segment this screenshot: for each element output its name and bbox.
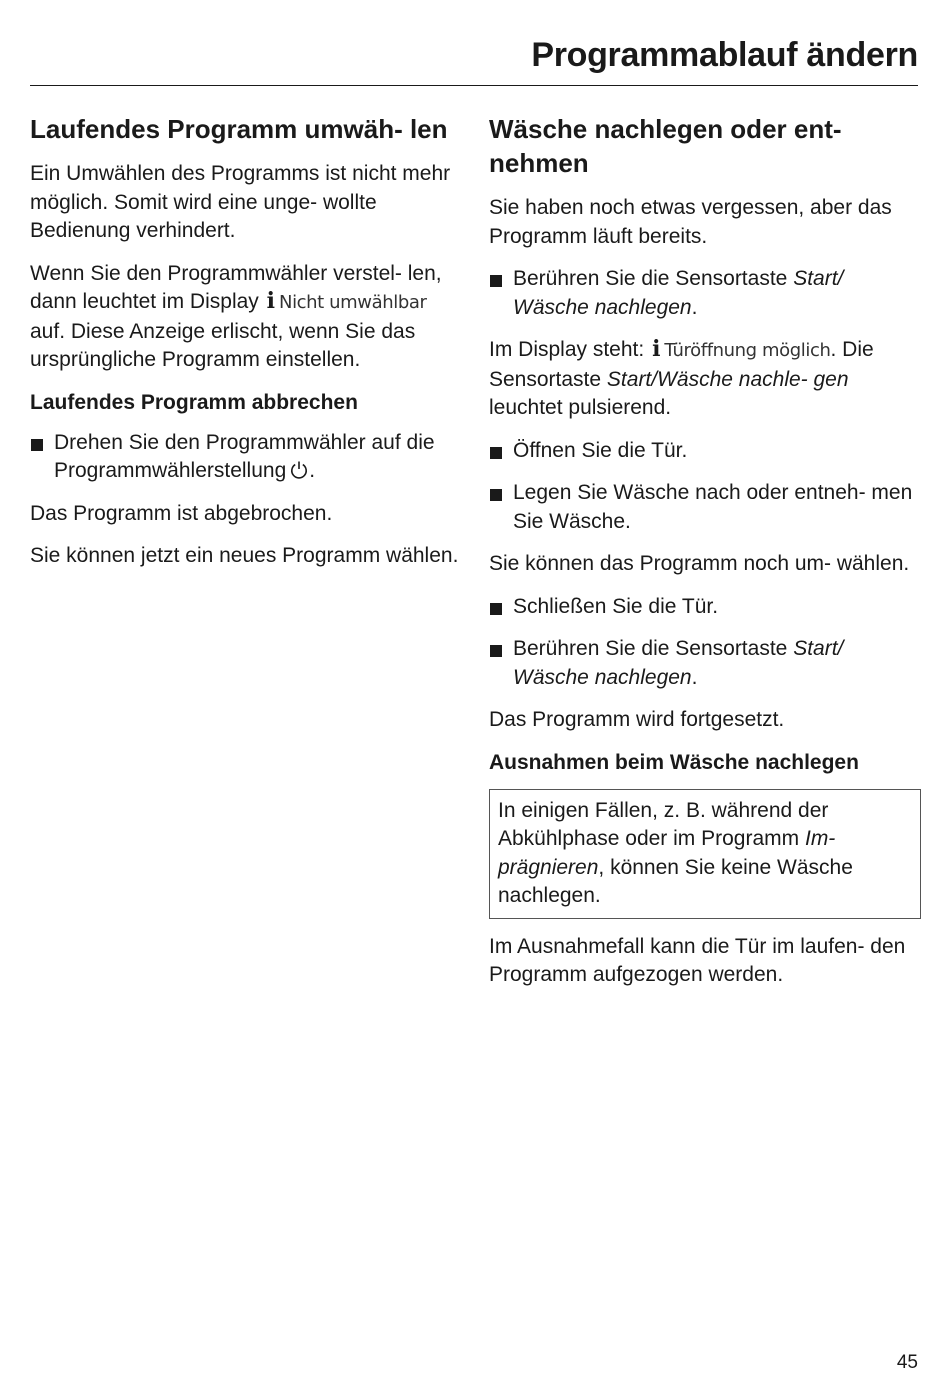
sensor-key-label: Start/Wäsche nachle- gen: [606, 367, 849, 391]
paragraph: Das Programm ist abgebrochen.: [30, 501, 333, 525]
list-item: Berühren Sie die Sensortaste Start/ Wäsche nachlegen.: [489, 635, 921, 692]
paragraph: Sie können jetzt ein neues Programm wählen.: [30, 544, 459, 567]
subheading-exceptions: Ausnahmen beim Wäsche nachlegen: [489, 750, 859, 774]
list-item: Öffnen Sie die Tür.: [489, 437, 921, 466]
text: Wenn Sie den Programmwähler verstel- len, dann leuchtet im Display: [30, 261, 442, 313]
paragraph: Das Programm wird fortgesetzt.: [489, 708, 785, 731]
section-heading-add-laundry: Wäsche nachlegen oder ent- nehmen: [489, 114, 842, 178]
sensor-key-label: Start/ Wäsche nachlegen: [513, 637, 844, 689]
paragraph: [30, 260, 460, 375]
left-column: [30, 112, 460, 585]
sensor-key-label: Start/ Wäsche nachlegen: [513, 267, 844, 319]
power-icon: [289, 460, 309, 480]
info-icon: i: [652, 336, 661, 362]
info-icon: i: [266, 288, 275, 314]
section-heading-program-change: Laufendes Programm umwäh- len: [30, 114, 448, 144]
list-item: Berühren Sie die Sensortaste Start/ Wäsche nachlegen.: [489, 265, 921, 322]
paragraph: Ein Umwählen des Programms ist nicht mehr möglich. Somit wird eine unge- wollte Bedienung verhindert.: [30, 162, 451, 242]
display-text: Nicht umwählbar: [279, 292, 427, 313]
text: Im Display steht:: [489, 338, 645, 361]
list-item: Schließen Sie die Tür.: [489, 593, 921, 622]
paragraph: Im Ausnahmefall kann die Tür im laufen- den Programm aufgezogen werden.: [489, 934, 906, 986]
text: , können Sie keine Wäsche nachlegen.: [498, 855, 853, 907]
page-number: 45: [896, 1352, 918, 1373]
right-column: [489, 112, 921, 1004]
text: Berühren Sie die Sensortaste: [513, 267, 788, 290]
subheading-cancel-program: Laufendes Programm abbrechen: [30, 390, 358, 414]
paragraph: Sie können das Programm noch um- wählen.: [489, 552, 910, 575]
page-header: [30, 36, 918, 86]
text: Drehen Sie den Programmwähler auf die Programmwählerstellung: [54, 430, 435, 482]
page-title: Programmablauf ändern: [531, 36, 918, 74]
note-text: [498, 797, 912, 911]
list-item: Legen Sie Wäsche nach oder entneh- men Sie Wäsche.: [489, 479, 921, 536]
text: auf. Diese Anzeige erlischt, wenn Sie das ursprüngliche Programm einstellen.: [30, 319, 416, 371]
program-name: Im- prägnieren: [498, 827, 836, 879]
note-box: [489, 789, 921, 919]
display-text: Türöffnung möglich: [664, 340, 831, 361]
list-item: Drehen Sie den Programmwähler auf die Programmwählerstellung .: [30, 429, 460, 486]
text: Die Sensortaste: [489, 338, 874, 391]
paragraph: Sie haben noch etwas vergessen, aber das Programm läuft bereits.: [489, 196, 892, 248]
text: leuchtet pulsierend.: [489, 396, 672, 419]
text: Berühren Sie die Sensortaste: [513, 637, 788, 660]
text: In einigen Fällen, z. B. während der Abkühlphase oder im Programm: [498, 798, 829, 850]
paragraph: Im Display steht: i Türöffnung möglich. Die Sensortaste Start/Wäsche nachle- gen leuchtet pulsierend.: [489, 336, 874, 419]
